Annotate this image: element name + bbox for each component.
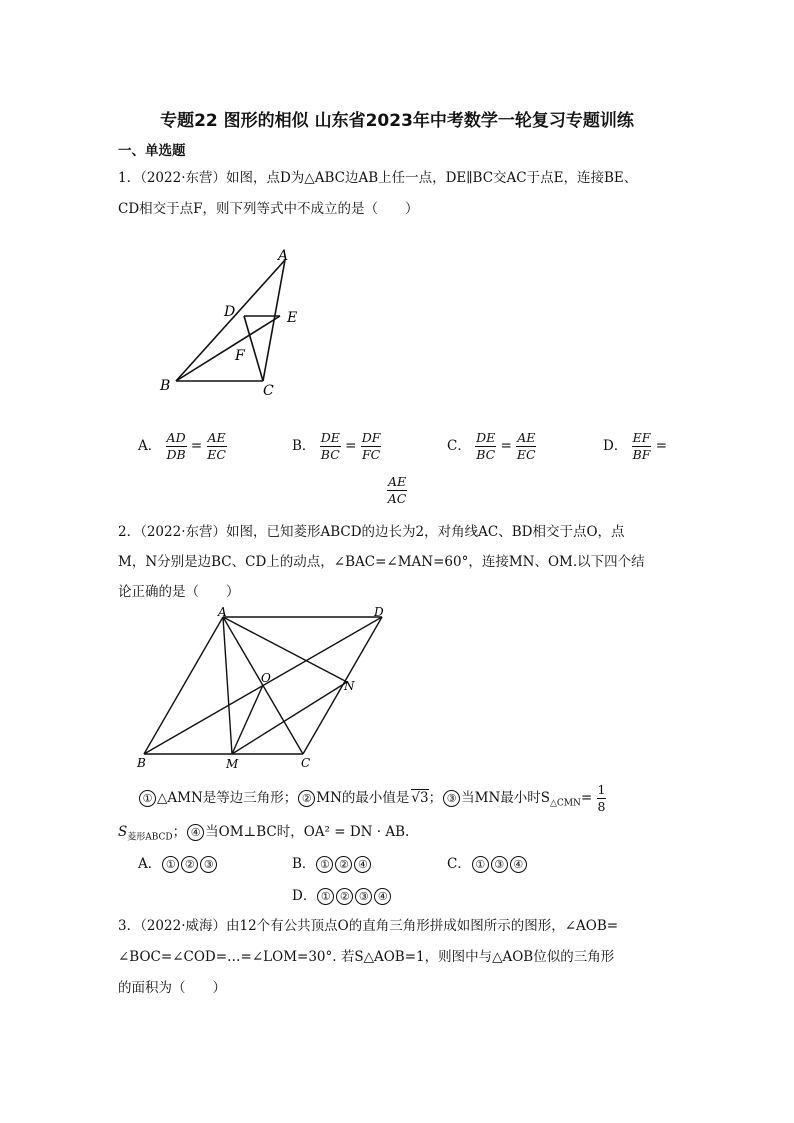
q1-option-a[interactable]: A． $\frac{AD}{DB}$ = $\frac{AE}{EC}$ xyxy=(138,430,226,462)
q2-segment-am xyxy=(223,617,232,754)
q1-label-e: E xyxy=(287,310,298,326)
q2-option-c[interactable]: C． ① ③ ④ xyxy=(447,852,528,873)
q3-line3: 的面积为（ ） xyxy=(118,980,226,996)
q2-option-a[interactable]: A． ① ② ③ xyxy=(138,852,218,873)
q3-line1: 3．（2022·威海）由12个有公共顶点O的直角三角形拼成如图所示的图形，∠AOB= xyxy=(118,918,619,934)
q2-statements-line2: $S_{菱形ABCD}$； ④ 当OM⊥BC时，OA² = DN · AB. xyxy=(118,824,410,843)
circled-1: ① xyxy=(139,790,156,807)
circled-4: ④ xyxy=(187,824,204,841)
q1-option-c[interactable]: C． $\frac{DE}{BC}$ = $\frac{AE}{EC}$ xyxy=(447,430,536,462)
q2-figure xyxy=(130,602,400,772)
q1-label-c: C xyxy=(263,383,274,399)
q1-label-f: F xyxy=(235,348,245,364)
q1-label-d: D xyxy=(224,304,236,320)
q2-label-d: D xyxy=(374,605,384,619)
q1-segment-cd xyxy=(244,316,263,381)
q2-label-a: A xyxy=(218,605,227,619)
q2-option-d[interactable]: D． ① ② ③ ④ xyxy=(292,884,392,905)
q1-line1: 1．（2022·东营）如图，点D为△ABC边AB上任一点，DE∥BC交AC于点E，连接BE、 xyxy=(118,170,638,186)
q2-statements-line1: ① △AMN是等边三角形； ② MN的最小值是 √3； ③ 当MN最小时$S_{\triangle CMN}=$ $\frac{1}{8}$ xyxy=(138,782,606,815)
q1-line2: CD相交于点F，则下列等式中不成立的是（ ） xyxy=(118,201,419,217)
q2-option-b[interactable]: B． ① ② ④ xyxy=(292,852,372,873)
q2-label-b: B xyxy=(137,756,146,770)
circled-3: ③ xyxy=(443,790,460,807)
q2-line2: M，N分别是边BC、CD上的动点，∠BAC=∠MAN=60°，连接MN、OM.以下四个结 xyxy=(118,554,645,570)
q2-label-c: C xyxy=(301,756,311,770)
q2-label-n: N xyxy=(344,679,355,693)
q1-figure xyxy=(150,240,320,405)
section-heading: 一、单选题 xyxy=(118,143,186,159)
q1-label-b: B xyxy=(160,378,171,394)
q1-option-d[interactable]: D． $\frac{EF}{BF}$ = xyxy=(603,430,668,462)
circled-2: ② xyxy=(298,790,315,807)
q2-label-o: O xyxy=(261,671,271,685)
q1-label-a: A xyxy=(278,248,289,264)
q2-side-ab xyxy=(144,617,223,754)
q2-label-m: M xyxy=(226,757,239,771)
q1-option-d-continuation: $\frac{AE}{AC}$ xyxy=(387,474,407,506)
q1-option-b[interactable]: B． $\frac{DE}{BC}$ = $\frac{DF}{FC}$ xyxy=(292,430,381,462)
q1-segment-ab xyxy=(176,260,285,381)
q2-line3: 论正确的是（ ） xyxy=(118,584,240,600)
q2-line1: 2．（2022·东营）如图，已知菱形ABCD的边长为2，对角线AC、BD相交于点O，点 xyxy=(118,524,625,540)
page-title: 专题22 图形的相似 山东省2023年中考数学一轮复习专题训练 xyxy=(160,111,634,131)
q3-line2: ∠BOC=∠COD=…=∠LOM=30°. 若S△AOB=1，则图中与△AOB位似的三角形 xyxy=(118,949,615,965)
